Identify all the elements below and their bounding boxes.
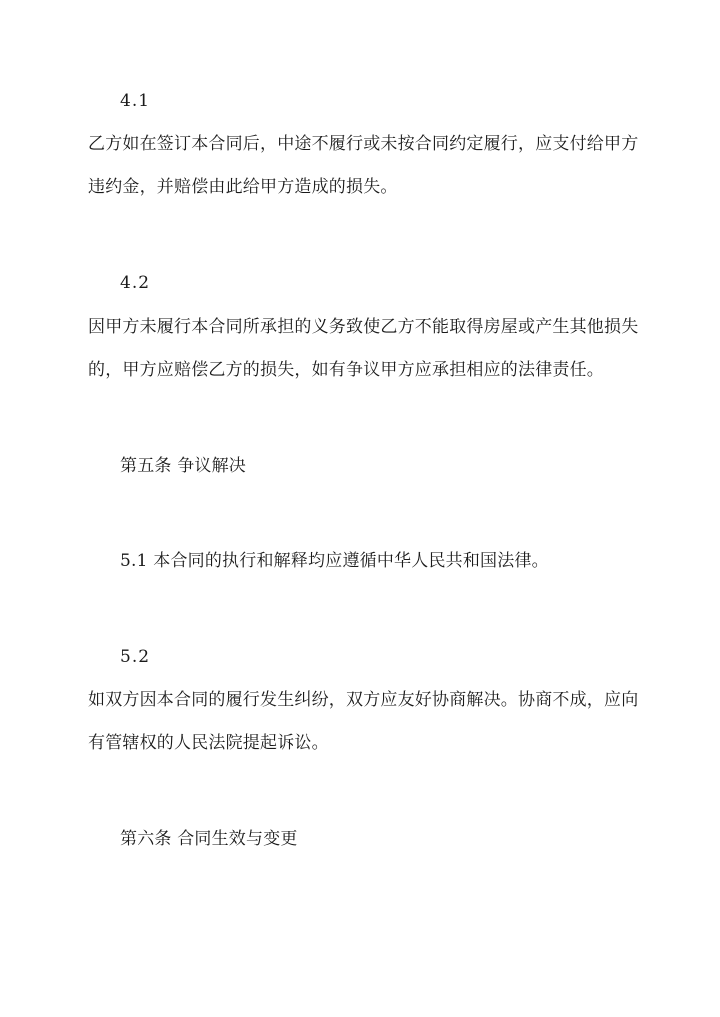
clause-number-4-1: 4.1 <box>120 91 151 111</box>
article-6-heading: 第六条 合同生效与变更 <box>120 829 298 849</box>
clause-5-2-line-2: 有管辖权的人民法院提起诉讼。 <box>88 733 329 753</box>
clause-4-1-line-2: 违约金，并赔偿由此给甲方造成的损失。 <box>88 177 398 197</box>
clause-4-1-line-1: 乙方如在签订本合同后，中途不履行或未按合同约定履行，应支付给甲方 <box>88 134 639 154</box>
clause-4-2-line-1: 因甲方未履行本合同所承担的义务致使乙方不能取得房屋或产生其他损失 <box>88 317 639 337</box>
clause-number-4-2: 4.2 <box>120 273 151 293</box>
article-5-heading: 第五条 争议解决 <box>120 456 247 476</box>
clause-5-1: 5.1 本合同的执行和解释均应遵循中华人民共和国法律。 <box>120 551 549 571</box>
clause-number-5-2: 5.2 <box>120 647 151 667</box>
clause-5-2-line-1: 如双方因本合同的履行发生纠纷，双方应友好协商解决。协商不成，应向 <box>88 690 639 710</box>
clause-4-2-line-2: 的，甲方应赔偿乙方的损失，如有争议甲方应承担相应的法律责任。 <box>88 360 604 380</box>
